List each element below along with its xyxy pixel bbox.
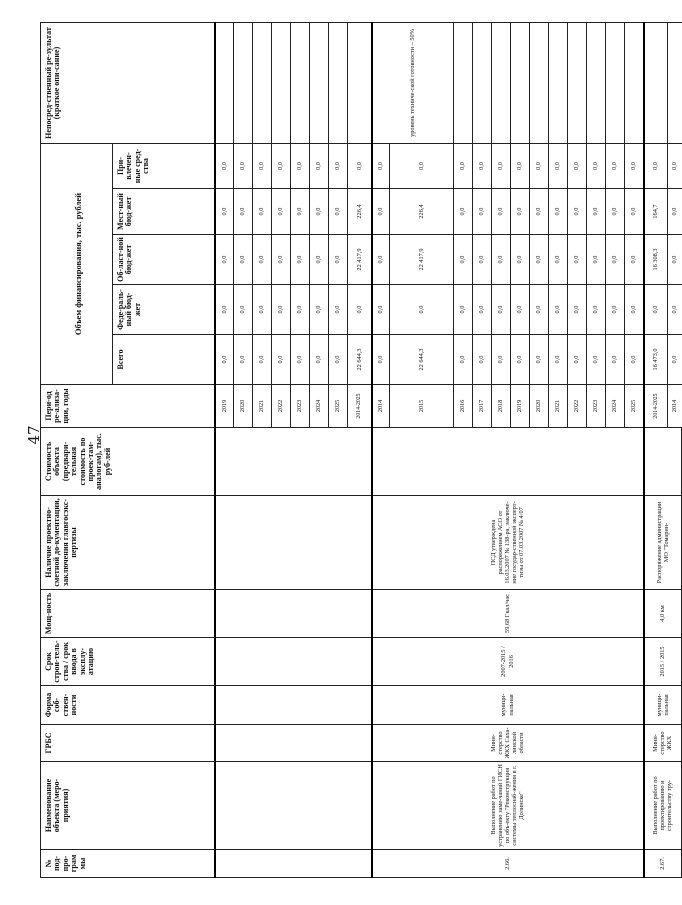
regional-cell: 0,0 — [253, 235, 272, 285]
item-266-cost — [372, 428, 644, 496]
year-cell: 2014 — [668, 385, 682, 428]
attracted-cell: 0,0 — [473, 144, 492, 189]
prev-docs — [215, 496, 372, 590]
attracted-cell: 0,0 — [329, 144, 348, 189]
item-267-docs: Распоряжение администрации МО "Томарин- — [644, 496, 682, 590]
item-267-term: 2015 / 2015 — [644, 638, 682, 686]
result-cell — [644, 23, 668, 144]
result-cell — [348, 23, 372, 144]
local-cell: 0,0 — [587, 189, 606, 235]
prev-grbs — [215, 725, 372, 762]
local-cell: 226,4 — [348, 189, 372, 235]
total-cell: 0,0 — [625, 335, 644, 385]
result-cell — [253, 23, 272, 144]
header-name: Наименование объекта (меро-приятия) — [41, 762, 215, 850]
regional-cell: 0,0 — [272, 235, 291, 285]
item-267-cost — [644, 428, 682, 496]
federal-cell: 0,0 — [473, 285, 492, 335]
header-cost: Стоимость объекта (предвари-тельная стоимость по проек-там-аналогам), тыс. руб-лей — [41, 428, 215, 496]
federal-cell: 0,0 — [253, 285, 272, 335]
total-cell: 0,0 — [234, 335, 253, 385]
regional-cell: 0,0 — [668, 235, 682, 285]
item-266-name: Выполнение работ по устранению заме-чаний ГИСН по объ-екту "Реконструкция системы теплоснаб-жения в г. Долинске" — [372, 762, 644, 850]
regional-cell: 22 417,9 — [390, 235, 454, 285]
local-cell: 0,0 — [310, 189, 329, 235]
total-cell: 0,0 — [530, 335, 549, 385]
year-cell: 2016 — [454, 385, 473, 428]
federal-cell: 0,0 — [234, 285, 253, 335]
attracted-cell: 0,0 — [272, 144, 291, 189]
year-cell: 2023 — [291, 385, 310, 428]
local-cell: 0,0 — [549, 189, 568, 235]
local-cell: 164,7 — [644, 189, 668, 235]
attracted-cell: 0,0 — [587, 144, 606, 189]
result-cell — [215, 23, 234, 144]
total-cell: 0,0 — [372, 335, 390, 385]
federal-cell: 0,0 — [492, 285, 511, 335]
header-total: Всего — [113, 335, 215, 385]
investment-table — [40, 22, 682, 878]
attracted-cell: 0,0 — [568, 144, 587, 189]
result-cell — [272, 23, 291, 144]
federal-cell: 0,0 — [390, 285, 454, 335]
attracted-cell: 0,0 — [253, 144, 272, 189]
regional-cell: 0,0 — [587, 235, 606, 285]
attracted-cell: 0,0 — [530, 144, 549, 189]
regional-cell: 0,0 — [549, 235, 568, 285]
local-cell: 226,4 — [390, 189, 454, 235]
regional-cell: 22 417,9 — [348, 235, 372, 285]
total-cell: 22 644,3 — [390, 335, 454, 385]
regional-cell: 0,0 — [511, 235, 530, 285]
attracted-cell: 0,0 — [372, 144, 390, 189]
regional-cell: 0,0 — [310, 235, 329, 285]
regional-cell: 0,0 — [473, 235, 492, 285]
total-cell: 0,0 — [668, 335, 682, 385]
total-cell: 0,0 — [329, 335, 348, 385]
year-cell: 2019 — [511, 385, 530, 428]
prev-cost — [215, 428, 372, 496]
local-cell: 0,0 — [530, 189, 549, 235]
year-cell: 2022 — [568, 385, 587, 428]
attracted-cell: 0,0 — [310, 144, 329, 189]
attracted-cell: 0,0 — [291, 144, 310, 189]
prev-term — [215, 638, 372, 686]
header-federal: Феде-раль-ный бюд-жет — [113, 285, 215, 335]
regional-cell: 0,0 — [234, 235, 253, 285]
regional-cell: 0,0 — [329, 235, 348, 285]
attracted-cell: 0,0 — [234, 144, 253, 189]
header-attracted: При-влечен-ные сред-ства — [113, 144, 215, 189]
federal-cell: 0,0 — [625, 285, 644, 335]
header-regional: Об-ласт-ной бюд-жет — [113, 235, 215, 285]
header-term: Срок строи-тель-ства / срок ввода в эксплу-атацию — [41, 638, 215, 686]
header-funding: Объем финансирования, тыс. рублей — [41, 144, 113, 385]
total-cell: 0,0 — [511, 335, 530, 385]
local-cell: 0,0 — [372, 189, 390, 235]
result-cell — [234, 23, 253, 144]
result-cell — [568, 23, 587, 144]
local-cell: 0,0 — [253, 189, 272, 235]
header-local: Мест-ный бюд-жет — [113, 189, 215, 235]
result-cell — [310, 23, 329, 144]
year-cell: 2014-2025 — [644, 385, 668, 428]
year-cell: 2024 — [310, 385, 329, 428]
item-267-power: 4,0 км — [644, 590, 682, 638]
attracted-cell: 0,0 — [511, 144, 530, 189]
attracted-cell: 0,0 — [668, 144, 682, 189]
prev-form — [215, 686, 372, 725]
local-cell: 0,0 — [606, 189, 625, 235]
local-cell: 0,0 — [291, 189, 310, 235]
total-cell: 0,0 — [291, 335, 310, 385]
regional-cell: 0,0 — [530, 235, 549, 285]
attracted-cell: 0,0 — [625, 144, 644, 189]
federal-cell: 0,0 — [310, 285, 329, 335]
attracted-cell: 0,0 — [348, 144, 372, 189]
header-num: № под-про-грам мы — [41, 850, 215, 878]
attracted-cell: 0,0 — [606, 144, 625, 189]
result-cell — [454, 23, 473, 144]
result-cell — [473, 23, 492, 144]
local-cell: 0,0 — [454, 189, 473, 235]
attracted-cell: 0,0 — [454, 144, 473, 189]
result-cell — [625, 23, 644, 144]
federal-cell: 0,0 — [606, 285, 625, 335]
year-cell: 2025 — [329, 385, 348, 428]
federal-cell: 0,0 — [215, 285, 234, 335]
prev-num — [215, 850, 372, 878]
total-cell: 0,0 — [272, 335, 291, 385]
item-266-power: 59,68 Гкал/час — [372, 590, 644, 638]
result-cell — [549, 23, 568, 144]
item-266-docs: ПСД утверждена распоряжением АСО от 16.03.2007 № 138-ра, заключе-ние государ-ственной эксперт-тизы от 07.03.2007 № 4/07 — [372, 496, 644, 590]
year-cell: 2015 — [390, 385, 454, 428]
item-266-form: муници-пальная — [372, 686, 644, 725]
year-cell: 2020 — [234, 385, 253, 428]
federal-cell: 0,0 — [568, 285, 587, 335]
attracted-cell: 0,0 — [390, 144, 454, 189]
result-cell — [329, 23, 348, 144]
result-cell — [668, 23, 682, 144]
federal-cell: 0,0 — [530, 285, 549, 335]
local-cell: 0,0 — [492, 189, 511, 235]
federal-cell: 0,0 — [668, 285, 682, 335]
year-cell: 2020 — [530, 385, 549, 428]
total-cell: 0,0 — [587, 335, 606, 385]
attracted-cell: 0,0 — [492, 144, 511, 189]
year-cell: 2014-2025 — [348, 385, 372, 428]
federal-cell: 0,0 — [348, 285, 372, 335]
regional-cell: 0,0 — [215, 235, 234, 285]
regional-cell: 0,0 — [568, 235, 587, 285]
year-cell: 2014 — [372, 385, 390, 428]
year-cell: 2021 — [253, 385, 272, 428]
regional-cell: 0,0 — [372, 235, 390, 285]
result-cell — [530, 23, 549, 144]
page-number: 47 — [25, 425, 43, 445]
total-cell: 0,0 — [454, 335, 473, 385]
year-cell: 2021 — [549, 385, 568, 428]
year-cell: 2017 — [473, 385, 492, 428]
federal-cell: 0,0 — [511, 285, 530, 335]
year-cell: 2023 — [587, 385, 606, 428]
prev-power — [215, 590, 372, 638]
header-docs: Наличие проектно-сметной до-кументации, заключения главгосэкс-пертизы — [41, 496, 215, 590]
item-267-form: муници-пальная — [644, 686, 682, 725]
item-266-grbs: Мини-стерство ЖКХ Саха-линской области — [372, 725, 644, 762]
item-267-grbs: Мини-стерство ЖКХ — [644, 725, 682, 762]
total-cell: 16 473,0 — [644, 335, 668, 385]
regional-cell: 0,0 — [606, 235, 625, 285]
year-cell: 2022 — [272, 385, 291, 428]
federal-cell: 0,0 — [644, 285, 668, 335]
item-267-num: 2.67. — [644, 850, 682, 878]
local-cell: 0,0 — [473, 189, 492, 235]
rotated-table-container — [40, 23, 679, 878]
local-cell: 0,0 — [272, 189, 291, 235]
total-cell: 0,0 — [215, 335, 234, 385]
local-cell: 0,0 — [511, 189, 530, 235]
local-cell: 0,0 — [668, 189, 682, 235]
regional-cell: 0,0 — [291, 235, 310, 285]
regional-cell: 0,0 — [454, 235, 473, 285]
local-cell: 0,0 — [568, 189, 587, 235]
header-result: Непосред-ственный ре-зультат (краткое опи-сание) — [41, 23, 215, 144]
header-power: Мощ-ность — [41, 590, 215, 638]
federal-cell: 0,0 — [587, 285, 606, 335]
prev-name — [215, 762, 372, 850]
item-266-result: уровень техниче-ской готовности – 50% — [372, 23, 454, 144]
federal-cell: 0,0 — [272, 285, 291, 335]
regional-cell: 0,0 — [492, 235, 511, 285]
total-cell: 22 644,3 — [348, 335, 372, 385]
regional-cell: 16 308,3 — [644, 235, 668, 285]
result-cell — [492, 23, 511, 144]
year-cell: 2025 — [625, 385, 644, 428]
result-cell — [587, 23, 606, 144]
local-cell: 0,0 — [329, 189, 348, 235]
regional-cell: 0,0 — [625, 235, 644, 285]
item-266-term: 2007-2015 / 2016 — [372, 638, 644, 686]
header-period: Пери-од ре-ализа-ции, годы — [41, 385, 215, 428]
federal-cell: 0,0 — [454, 285, 473, 335]
total-cell: 0,0 — [606, 335, 625, 385]
local-cell: 0,0 — [234, 189, 253, 235]
federal-cell: 0,0 — [372, 285, 390, 335]
total-cell: 0,0 — [492, 335, 511, 385]
federal-cell: 0,0 — [329, 285, 348, 335]
attracted-cell: 0,0 — [215, 144, 234, 189]
attracted-cell: 0,0 — [549, 144, 568, 189]
federal-cell: 0,0 — [549, 285, 568, 335]
year-cell: 2018 — [492, 385, 511, 428]
total-cell: 0,0 — [253, 335, 272, 385]
total-cell: 0,0 — [310, 335, 329, 385]
result-cell — [606, 23, 625, 144]
local-cell: 0,0 — [215, 189, 234, 235]
item-267-name: Выполнение работ по проектированию и строительству тру- — [644, 762, 682, 850]
header-form: Форма соб-ствен-ности — [41, 686, 215, 725]
result-cell — [511, 23, 530, 144]
year-cell: 2019 — [215, 385, 234, 428]
item-266-num: 2.66. — [372, 850, 644, 878]
federal-cell: 0,0 — [291, 285, 310, 335]
total-cell: 0,0 — [549, 335, 568, 385]
local-cell: 0,0 — [625, 189, 644, 235]
attracted-cell: 0,0 — [644, 144, 668, 189]
header-grbs: ГРБС — [41, 725, 215, 762]
result-cell — [291, 23, 310, 144]
total-cell: 0,0 — [568, 335, 587, 385]
year-cell: 2024 — [606, 385, 625, 428]
total-cell: 0,0 — [473, 335, 492, 385]
